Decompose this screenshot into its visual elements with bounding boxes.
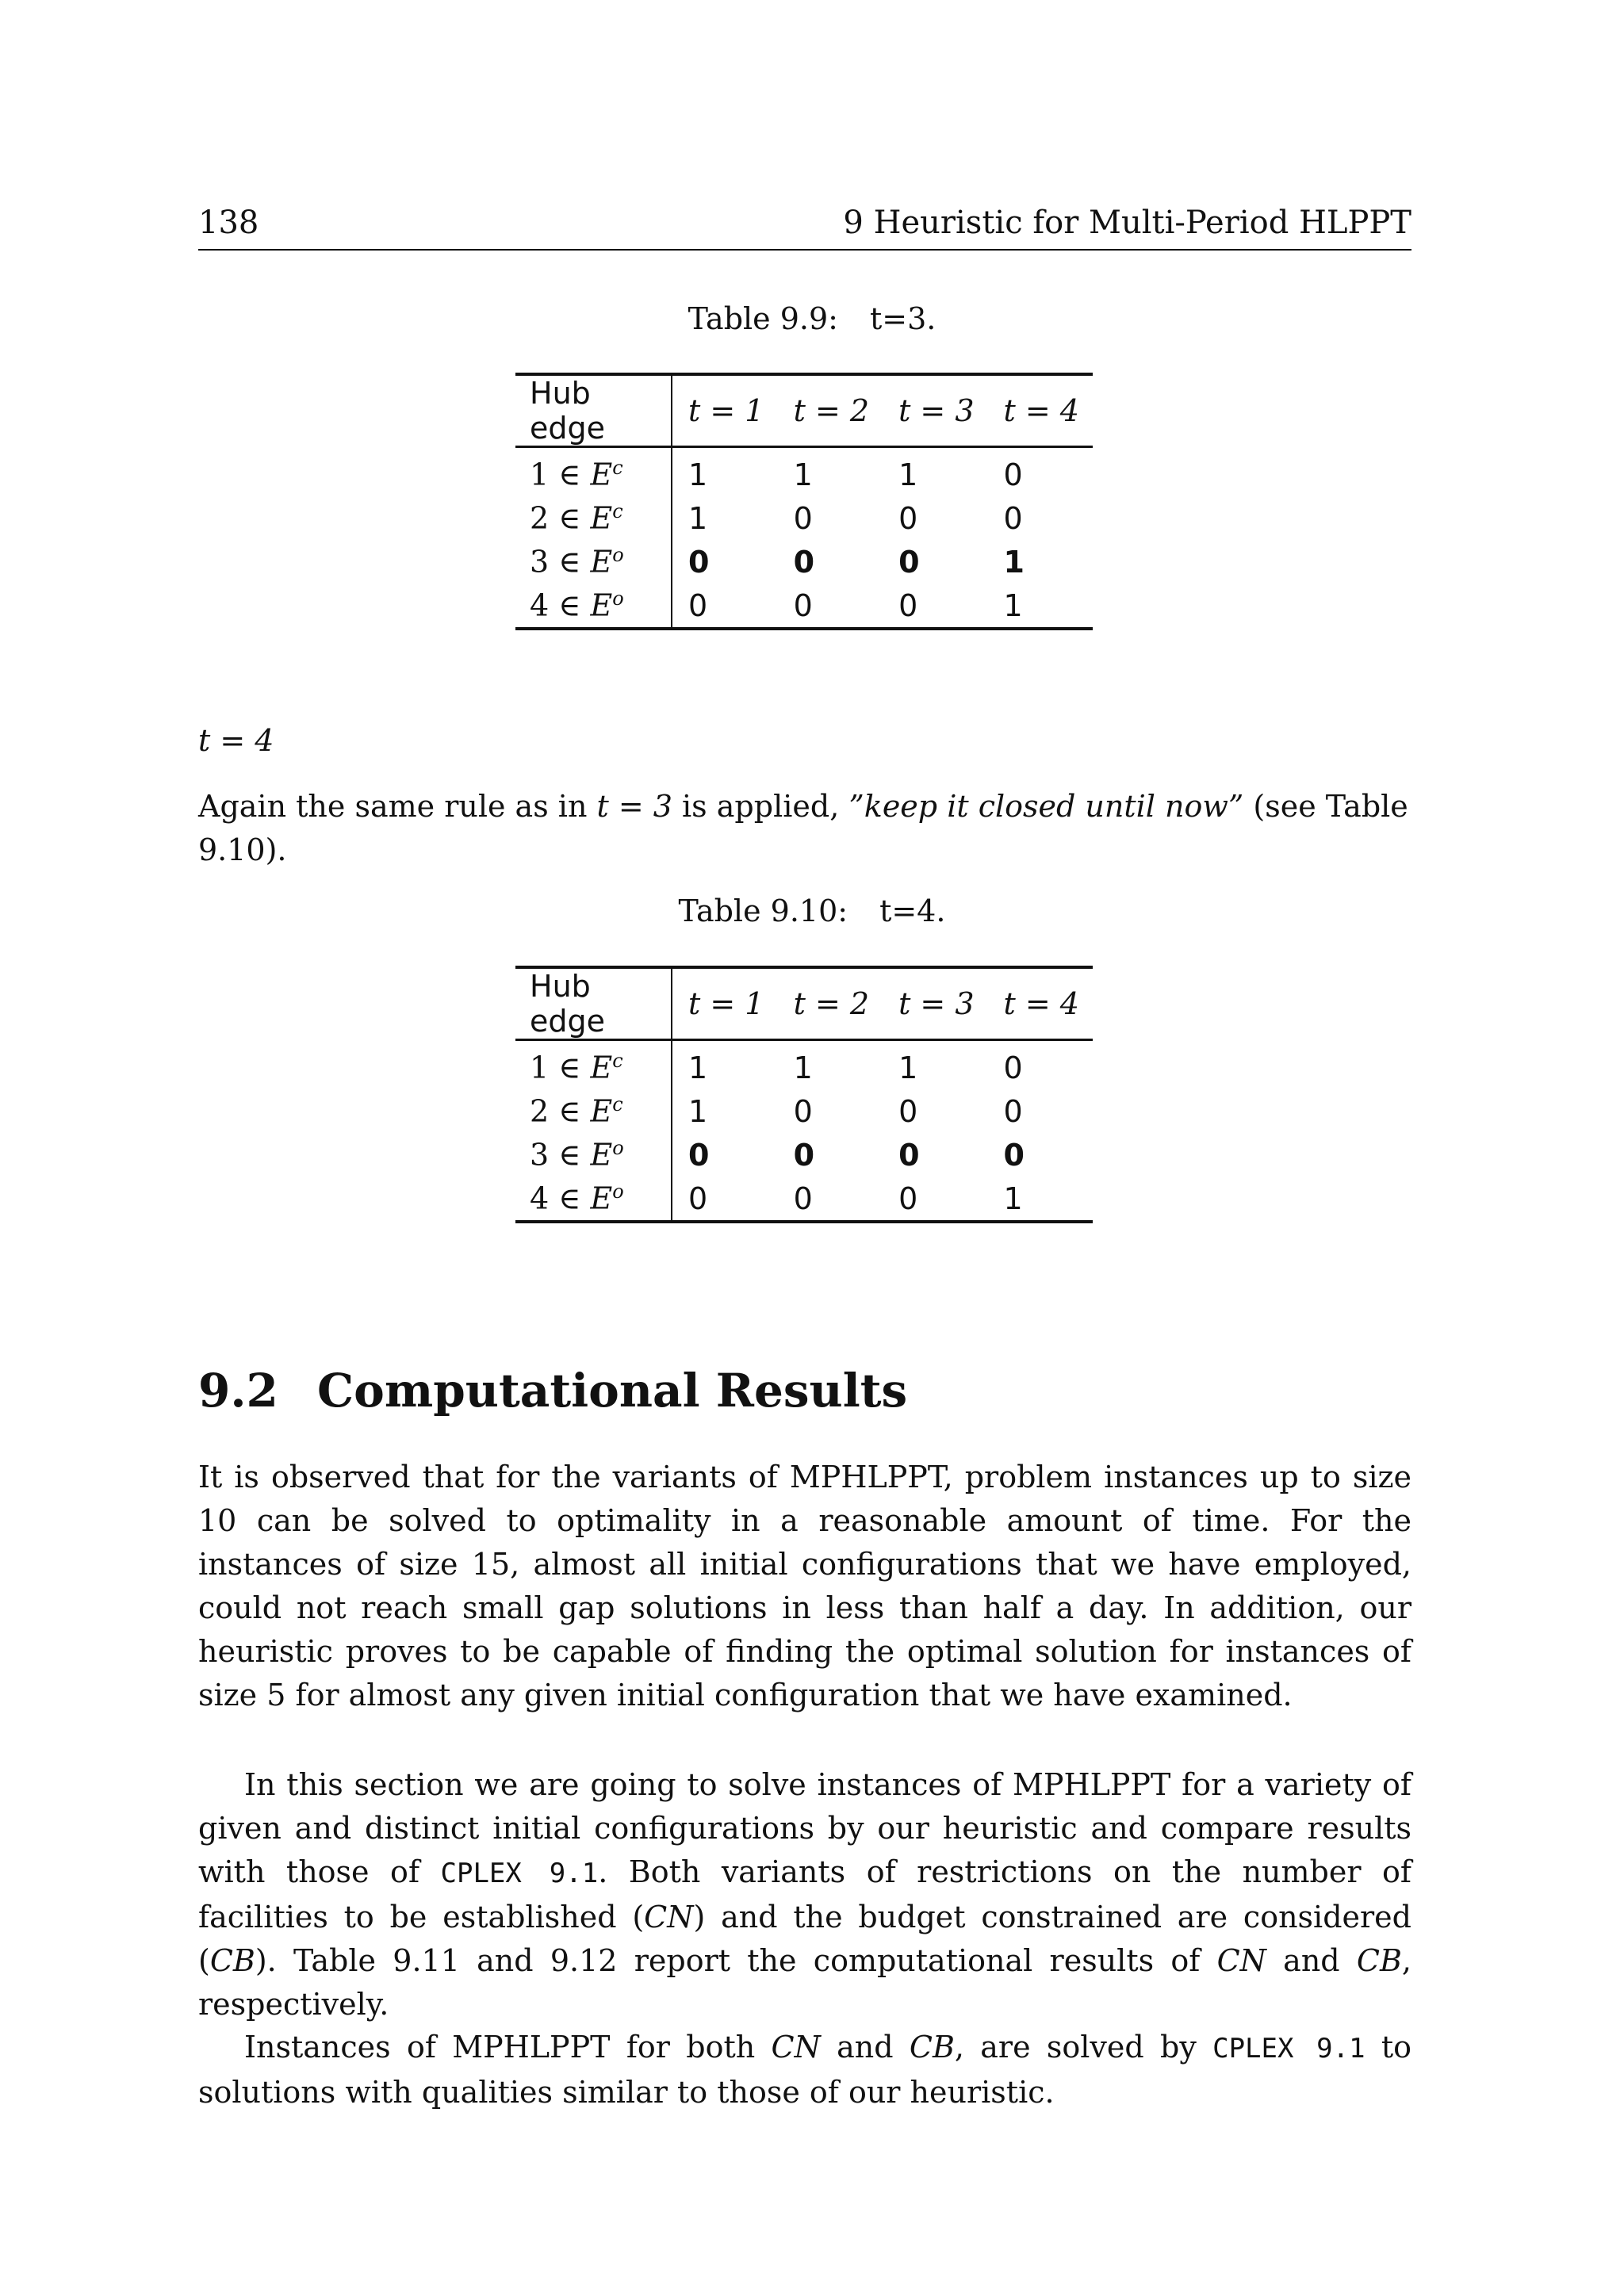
hub-edge-cell: 4 ∈ $E^o$ — [515, 1177, 672, 1220]
value-cell: 0 — [793, 1137, 815, 1173]
hub-edge-cell: 3 ∈ $E^o$ — [515, 1133, 672, 1177]
table-row — [515, 540, 1093, 584]
paragraph-1: It is observed that for the variants of MPHLPPT, problem instances up to size 10 can be solved to optimality in a reasonable amount of time. For the instances of size 15, almost all initial configurations that we have employed, could not reach small gap solutions in less than half a day. In addition, our heuristic proves to be capable of finding the optimal solution for instances of size 5 for almost any given initial configuration that we have examined. — [198, 1460, 1411, 1712]
column-header: Hub edge — [515, 969, 672, 1040]
value-cell: 1 — [1003, 544, 1025, 580]
table-row — [515, 1040, 1093, 1090]
value-cell: 0 — [793, 500, 813, 536]
column-header: t = 3 — [883, 969, 987, 1040]
value-cell: 0 — [688, 1181, 708, 1216]
value-cell: 1 — [688, 1050, 708, 1085]
table-row — [515, 1089, 1093, 1133]
paragraph-3: Instances of MPHLPPT for both CN and CB, are solved by CPLEX 9.1 to solutions with qualities similar to those of our heuristic. — [198, 2030, 1411, 2110]
value-cell: 0 — [688, 587, 708, 623]
caption-text: t=3. — [869, 301, 936, 336]
value-cell: 0 — [793, 544, 815, 580]
section-title: Computational Results — [317, 1364, 908, 1418]
table-9-10-caption — [0, 894, 1624, 928]
running-header — [198, 205, 1411, 251]
hub-edge-cell: 2 ∈ $E^c$ — [515, 1089, 672, 1133]
table-row — [515, 584, 1093, 627]
t4-heading: t = 4 — [198, 723, 274, 758]
column-header: t = 3 — [883, 376, 987, 447]
page-number: 138 — [198, 205, 259, 241]
value-cell: 0 — [1003, 500, 1023, 536]
value-cell: 0 — [1003, 1050, 1023, 1085]
value-cell: 0 — [898, 1181, 918, 1216]
value-cell: 0 — [793, 1093, 813, 1129]
column-header: t = 2 — [778, 376, 883, 447]
column-header: t = 2 — [778, 969, 883, 1040]
column-header: t = 4 — [988, 969, 1093, 1040]
value-cell: 1 — [688, 1093, 708, 1129]
value-cell: 1 — [898, 457, 918, 492]
value-cell: 1 — [793, 457, 813, 492]
value-cell: 0 — [688, 544, 710, 580]
hub-edge-cell: 3 ∈ $E^o$ — [515, 540, 672, 584]
value-cell: 1 — [793, 1050, 813, 1085]
value-cell: 0 — [1003, 1137, 1025, 1173]
column-header: Hub edge — [515, 376, 672, 447]
value-cell: 0 — [898, 1093, 918, 1129]
value-cell: 0 — [1003, 1093, 1023, 1129]
hub-edge-cell: 2 ∈ $E^c$ — [515, 496, 672, 540]
value-cell: 0 — [898, 544, 920, 580]
value-cell: 0 — [898, 587, 918, 623]
value-cell: 0 — [793, 1181, 813, 1216]
value-cell: 1 — [688, 457, 708, 492]
value-cell: 1 — [688, 500, 708, 536]
column-header: t = 1 — [672, 376, 778, 447]
value-cell: 0 — [688, 1137, 710, 1173]
section-heading — [198, 1364, 907, 1418]
column-header: t = 4 — [988, 376, 1093, 447]
paragraph-2: In this section we are going to solve instances of MPHLPPT for a variety of given and distinct initial configurations by our heuristic and compare results with those of CPLEX 9.1. Both variants of restrictions on the number of facilities to be established (CN) and the budget constrained are considered (CB). Table 9.11 and 9.12 report the computational results of CN and CB, respectively. — [198, 1767, 1411, 2022]
value-cell: 0 — [1003, 457, 1023, 492]
hub-edge-cell: 4 ∈ $E^o$ — [515, 584, 672, 627]
value-cell: 0 — [898, 1137, 920, 1173]
running-title: 9 Heuristic for Multi-Period HLPPT — [843, 205, 1411, 241]
value-cell: 0 — [898, 500, 918, 536]
section-number: 9.2 — [198, 1364, 278, 1418]
t4-paragraph: Again the same rule as in t = 3 is applied, ”keep it closed until now” (see Table 9.10). — [198, 789, 1408, 867]
table-row — [515, 1133, 1093, 1177]
column-header: t = 1 — [672, 969, 778, 1040]
caption-label: Table 9.9: — [688, 301, 838, 336]
table-row — [515, 447, 1093, 497]
value-cell: 0 — [793, 587, 813, 623]
table-9-9-caption — [0, 301, 1624, 336]
hub-edge-cell: 1 ∈ $E^c$ — [515, 1040, 672, 1090]
value-cell: 1 — [898, 1050, 918, 1085]
value-cell: 1 — [1003, 587, 1023, 623]
table-9-10 — [515, 966, 1093, 1223]
hub-edge-cell: 1 ∈ $E^c$ — [515, 447, 672, 497]
table-9-9 — [515, 373, 1093, 630]
table-row — [515, 1177, 1093, 1220]
table-row — [515, 496, 1093, 540]
caption-label: Table 9.10: — [678, 894, 848, 928]
value-cell: 1 — [1003, 1181, 1023, 1216]
caption-text: t=4. — [879, 894, 946, 928]
